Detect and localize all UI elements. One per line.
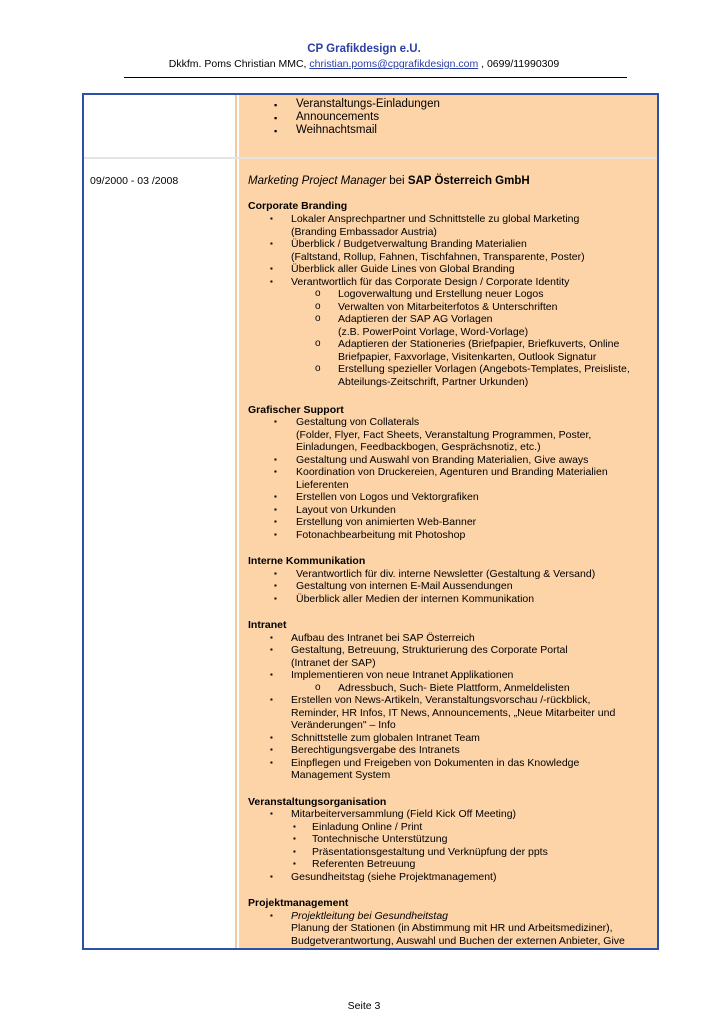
list-item: Layout von Urkunden <box>296 503 396 516</box>
square-bullet-icon: ▪ <box>270 695 273 704</box>
header-divider <box>124 77 627 78</box>
section-heading-veranstaltungsorganisation: Veranstaltungsorganisation <box>248 795 387 808</box>
list-item: Verantwortlich für das Corporate Design / Corporate Identity <box>291 275 570 288</box>
circle-bullet-icon: o <box>315 288 321 299</box>
list-item: Erstellen von News-Artikeln, Veranstaltungsvorschau /-rückblick, <box>291 694 591 706</box>
square-bullet-icon: ▪ <box>274 529 277 539</box>
sub-list-item: Erstellung spezieller Vorlagen (Angebots-Templates, Preisliste, <box>338 363 630 375</box>
page-number: Seite 3 <box>347 1000 381 1012</box>
list-item: Überblick / Budgetverwaltung Branding Materialien <box>291 238 527 250</box>
square-bullet-icon: ▪ <box>274 581 277 590</box>
square-bullet-icon: ▪ <box>270 632 273 642</box>
list-item: (Branding Embassador Austria) <box>291 225 437 238</box>
square-bullet-icon: ▪ <box>270 670 273 679</box>
list-item: (Intranet der SAP) <box>291 656 376 669</box>
contact-phone: , 0699/11990309 <box>478 58 560 70</box>
list-item: Erstellen von Logos und Vektorgrafiken <box>296 491 479 503</box>
square-bullet-icon: ▪ <box>274 113 278 123</box>
sub-list-item: Briefpapier, Faxvorlage, Visitenkarten, Outlook Signatur <box>338 350 597 363</box>
circle-bullet-icon: o <box>315 300 321 312</box>
contact-line <box>0 58 728 70</box>
square-bullet-icon: ▪ <box>270 645 273 654</box>
square-bullet-icon: ▪ <box>274 517 277 526</box>
list-item: Gestaltung von internen E-Mail Aussendungen <box>296 580 513 592</box>
list-item: Mitarbeiterversammlung (Field Kick Off Meeting) <box>291 808 517 820</box>
list-item: Berechtigungsvergabe des Intranets <box>291 744 460 756</box>
list-item: Gesundheitstag (siehe Projektmanagement) <box>291 870 497 883</box>
job-role: Marketing Project Manager <box>248 175 387 187</box>
section-heading-grafischer-support: Grafischer Support <box>248 404 344 416</box>
sub-list-item: Logoverwaltung und Erstellung neuer Logos <box>338 288 544 300</box>
date-column <box>84 95 237 948</box>
list-item: Management System <box>291 769 391 781</box>
sub-list-item: Präsentationsgestaltung und Verknüpfung der ppts <box>312 845 548 858</box>
square-bullet-icon: ▪ <box>293 834 296 843</box>
square-bullet-icon: ▪ <box>270 214 273 223</box>
square-bullet-icon: ▪ <box>293 846 296 856</box>
square-bullet-icon: ▪ <box>274 492 277 501</box>
square-bullet-icon: ▪ <box>274 126 278 136</box>
list-item: Reminder, HR Infos, IT News, Announcements, „Neue Mitarbeiter und <box>291 706 616 719</box>
square-bullet-icon: ▪ <box>274 593 277 603</box>
list-item: Lokaler Ansprechpartner und Schnittstelle zu global Marketing <box>291 213 580 225</box>
sub-list-item: Tontechnische Unterstützung <box>312 833 448 845</box>
circle-bullet-icon: o <box>315 363 321 374</box>
list-item: Überblick aller Medien der internen Kommunikation <box>296 592 535 605</box>
list-item: Lieferenten <box>296 478 349 491</box>
square-bullet-icon: ▪ <box>274 417 277 426</box>
list-item: Veranstaltungs-Einladungen <box>296 98 440 110</box>
square-bullet-icon: ▪ <box>274 467 277 476</box>
list-item: Announcements <box>296 111 380 123</box>
job-company: SAP Österreich GmbH <box>407 175 530 187</box>
sub-list-item: Adaptieren der SAP AG Vorlagen <box>338 313 493 325</box>
list-item: (Folder, Flyer, Fact Sheets, Veranstaltung Programmen, Poster, <box>296 428 592 441</box>
list-item: Einpflegen und Freigeben von Dokumenten in das Knowledge <box>291 756 580 769</box>
sub-list-item: Verwalten von Mitarbeiterfotos & Unterschriften <box>338 300 558 313</box>
square-bullet-icon: ▪ <box>270 264 273 273</box>
square-bullet-icon: ▪ <box>274 568 277 578</box>
sub-list-item: Referenten Betreuung <box>312 858 416 870</box>
sub-list-item: (z.B. PowerPoint Vorlage, Word-Vorlage) <box>338 325 529 338</box>
square-bullet-icon: ▪ <box>274 100 278 110</box>
section-heading-projektmanagement: Projektmanagement <box>248 897 349 909</box>
square-bullet-icon: ▪ <box>270 809 273 818</box>
list-item: (Faltstand, Rollup, Fahnen, Tischfahnen, Transparente, Poster) <box>291 250 585 263</box>
list-item: Gestaltung und Auswahl von Branding Materialien, Give aways <box>296 453 589 466</box>
square-bullet-icon: ▪ <box>274 454 277 464</box>
section-heading-corporate-branding: Corporate Branding <box>248 200 348 212</box>
cv-table <box>82 93 659 950</box>
list-item: Gestaltung von Collaterals <box>296 416 420 428</box>
list-item: Koordination von Druckereien, Agenturen und Branding Materialien <box>296 466 608 478</box>
email-link[interactable]: christian.poms@cpgrafikdesign.com <box>309 58 479 70</box>
list-item: Weihnachtsmail <box>296 124 377 136</box>
section-heading-interne-kommunikation: Interne Kommunikation <box>248 555 366 567</box>
list-item: Erstellung von animierten Web-Banner <box>296 516 477 528</box>
list-item: Verantwortlich für div. interne Newsletter (Gestaltung & Versand) <box>296 567 596 580</box>
circle-bullet-icon: o <box>315 338 321 349</box>
square-bullet-icon: ▪ <box>274 504 277 514</box>
job-title <box>248 175 530 187</box>
square-bullet-icon: ▪ <box>293 859 296 868</box>
entry-date: 09/2000 - 03 /2008 <box>90 175 179 187</box>
square-bullet-icon: ▪ <box>270 276 273 286</box>
list-item: Einladungen, Feedbackbogen, Gesprächsnotiz, etc.) <box>296 441 541 453</box>
sub-list-item: Adressbuch, Such- Biete Plattform, Anmeldelisten <box>338 681 570 694</box>
list-item: Veränderungen" – Info <box>291 719 396 731</box>
job-connector: bei <box>386 175 408 187</box>
sub-list-item: Adaptieren der Stationeries (Briefpapier, Briefkuverts, Online <box>338 338 620 350</box>
list-item: Aufbau des Intranet bei SAP Österreich <box>291 631 475 644</box>
sub-list-item: Abteilungs-Zeitschrift, Partner Urkunden) <box>338 375 529 388</box>
square-bullet-icon: ▪ <box>270 757 273 767</box>
square-bullet-icon: ▪ <box>270 745 273 754</box>
list-item: Projektleitung bei Gesundheitstag <box>291 909 449 922</box>
circle-bullet-icon: o <box>315 681 321 693</box>
circle-bullet-icon: o <box>315 313 321 324</box>
list-item: Implementieren von neue Intranet Applikationen <box>291 669 514 681</box>
list-item: Überblick aller Guide Lines von Global Branding <box>291 263 515 275</box>
list-item: Budgetverantwortung, Auswahl und Buchen der externen Anbieter, Give <box>291 934 625 947</box>
square-bullet-icon: ▪ <box>270 732 273 742</box>
square-bullet-icon: ▪ <box>270 239 273 248</box>
row-divider <box>84 157 657 159</box>
square-bullet-icon: ▪ <box>270 910 273 920</box>
list-item: Gestaltung, Betreuung, Strukturierung des Corporate Portal <box>291 644 568 656</box>
list-item: Fotonachbearbeitung mit Photoshop <box>296 528 466 541</box>
sub-list-item: Einladung Online / Print <box>312 820 423 833</box>
square-bullet-icon: ▪ <box>293 821 296 831</box>
contact-name: Dkkfm. Poms Christian MMC, <box>168 58 310 70</box>
list-item: Planung der Stationen (in Abstimmung mit HR und Arbeitsmediziner), <box>291 922 613 934</box>
section-heading-intranet: Intranet <box>248 619 287 631</box>
company-name: CP Grafikdesign e.U. <box>307 43 421 55</box>
square-bullet-icon: ▪ <box>270 871 273 881</box>
list-item: Schnittstelle zum globalen Intranet Team <box>291 731 480 744</box>
